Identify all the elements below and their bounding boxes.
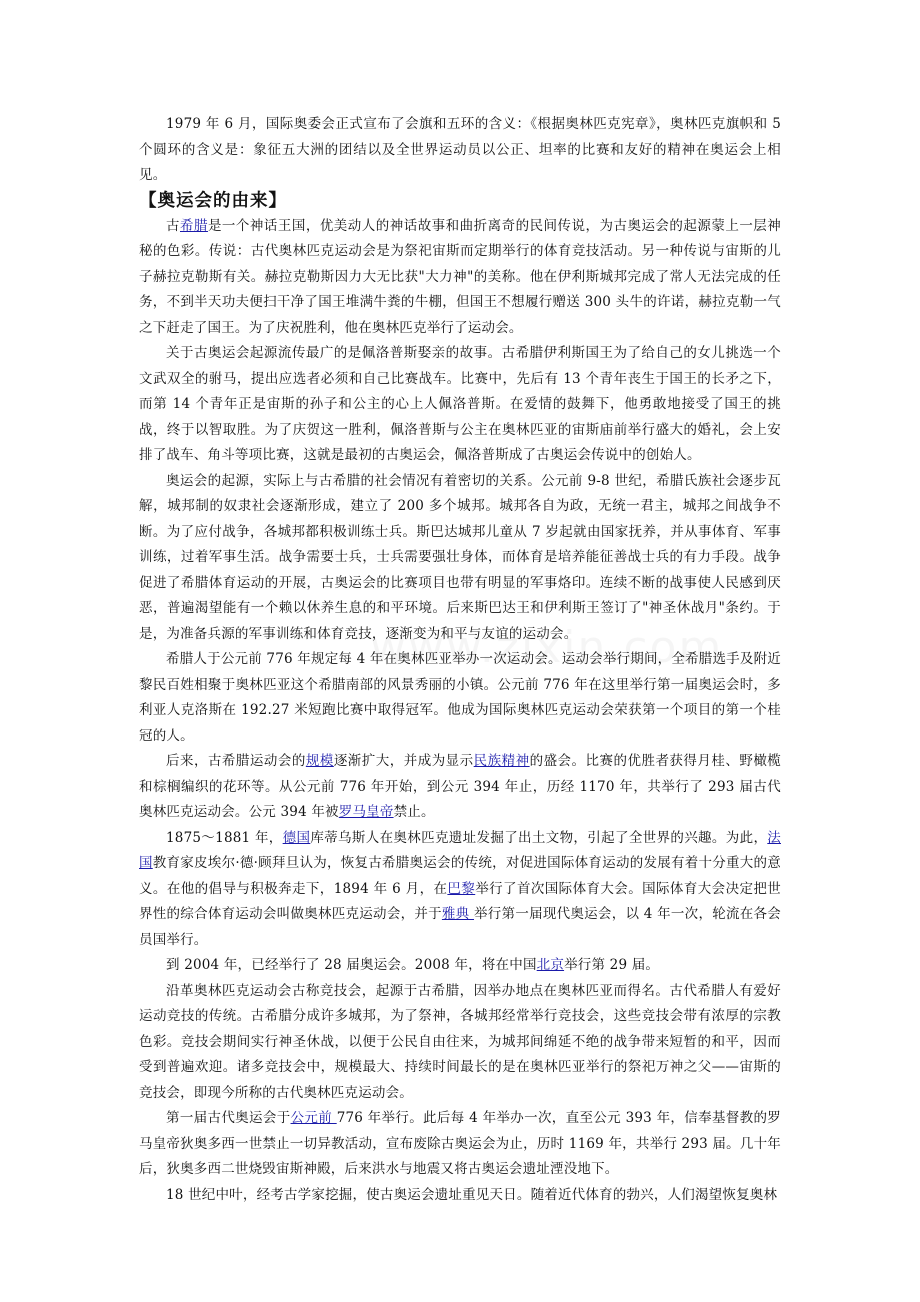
text: 后来，古希腊运动会的 bbox=[166, 753, 306, 769]
link-scale[interactable]: 规模 bbox=[305, 753, 334, 769]
link-france[interactable]: 法国 bbox=[139, 829, 781, 871]
link-beijing[interactable]: 北京 bbox=[536, 957, 565, 973]
text: 的盛会。比赛的优胜者获得月桂、野橄榄和棕榈编织的花环等。从公元前 776 年开始，到公元 394 年止，历经 1170 年，共举行了 293 届古代奥林匹克运动会。公元 394 年被 bbox=[139, 753, 782, 820]
paragraph-7 bbox=[139, 953, 781, 979]
intro-paragraph: 1979 年 6 月，国际奥委会正式宣布了会旗和五环的含义：《根据奥林匹克宪章》，奥林匹克旗帜和 5 个圆环的含义是：象征五大洲的团结以及全世界运动员以公正、坦率的比赛和友好的精神在奥运会上相见。 bbox=[139, 116, 781, 183]
text: 举行第 29 届。 bbox=[564, 957, 660, 973]
paragraph-6 bbox=[139, 826, 781, 954]
section-heading: 【奥运会的由来】 bbox=[139, 190, 287, 211]
text: 禁止。 bbox=[393, 804, 435, 820]
link-germany[interactable]: 德国 bbox=[282, 829, 311, 846]
link-greece[interactable]: 希腊 bbox=[179, 217, 208, 234]
text: 1875～1881 年， bbox=[166, 829, 283, 846]
paragraph-1 bbox=[139, 214, 781, 342]
text: 古 bbox=[166, 217, 180, 234]
text: 举行第一届现代奥运会，以 4 年一次，轮流在各会员国举行。 bbox=[139, 906, 781, 948]
link-athens[interactable]: 雅典 bbox=[441, 906, 475, 922]
paragraph-8: 沿革奥林匹克运动会古称竞技会，起源于古希腊，因举办地点在奥林匹亚而得名。古代希腊人有爱好运动竞技的传统。古希腊分成许多城邦，为了祭神，各城邦经常举行竞技会，这些竞技会带有浓厚的宗教色彩。竞技会期间实行神圣休战，以便于公民自由往来，为城邦间绵延不绝的战争带来短暂的和平，因而受到普遍欢迎。诸多竞技会中，规模最大、持续时间最长的是在奥林匹亚举行的祭祀万神之父——宙斯的竞技会，即现今所称的古代奥林匹克运动会。 bbox=[139, 982, 781, 1101]
text: 第一届古代奥运会于 bbox=[166, 1110, 291, 1126]
text: 逐渐扩大，并成为显示 bbox=[333, 753, 474, 769]
paragraph-5 bbox=[139, 749, 781, 826]
text: 库蒂乌斯人在奥林匹克遗址发掘了出土文物，引起了全世界的兴趣。为此， bbox=[310, 829, 768, 846]
link-roman-emperor[interactable]: 罗马皇帝 bbox=[338, 804, 394, 820]
text: 教育家皮埃尔·德·顾拜旦认为，恢复古希腊奥运会的传统，对促进国际体育运动的发展有着十分重大的意义。在他的倡导与积极奔走下，1894 年 6 月，在 bbox=[139, 855, 781, 897]
text: 776 年举行。此后每 4 年举办一次，直至公元 393 年，信奉基督教的罗马皇帝狄奥多西一世禁止一切异教活动，宣布废除古奥运会为止，历时 1169 年，共举行 293 届。几十年后，狄奥多西二世烧毁宙斯神殿，后来洪水与地震又将古奥运会遗址湮没地下。 bbox=[139, 1110, 781, 1177]
text: 到 2004 年，已经举行了 28 届奥运会。2008 年，将在中国 bbox=[166, 957, 537, 973]
document-body bbox=[139, 112, 781, 1208]
text: 是一个神话王国，优美动人的神话故事和曲折离奇的民间传说，为古奥运会的起源蒙上一层神秘的色彩。传说：古代奥林匹克运动会是为祭祀宙斯而定期举行的体育竞技活动。另一种传说与宙斯的儿子赫拉克勒斯有关。赫拉克勒斯因力大无比获"大力神"的美称。他在伊利斯城邦完成了常人无法完成的任务，不到半天功夫便扫干净了国王堆满牛粪的牛棚，但国王不想履行赠送 300 头牛的许诺，赫拉克勒一气之下赶走了国王。为了庆祝胜利，他在奥林匹克举行了运动会。 bbox=[139, 217, 781, 336]
link-national-spirit[interactable]: 民族精神 bbox=[473, 753, 530, 769]
link-paris[interactable]: 巴黎 bbox=[447, 880, 476, 897]
text: 举行了首次国际体育大会。国际体育大会决定把世界性的综合体育运动会叫做奥林匹克运动会，并于 bbox=[139, 880, 781, 922]
paragraph-9 bbox=[139, 1106, 781, 1183]
paragraph-2: 关于古奥运会起源流传最广的是佩洛普斯娶亲的故事。古希腊伊利斯国王为了给自己的女儿挑选一个文武双全的驸马，提出应选者必须和自己比赛战车。比赛中，先后有 13 个青年丧生于国王的长矛之下，而第 14 个青年正是宙斯的孙子和公主的心上人佩洛普斯。在爱情的鼓舞下，他勇敢地接受了国王的挑战，终于以智取胜。为了庆贺这一胜利，佩洛普斯与公主在奥林匹亚的宙斯庙前举行盛大的婚礼，会上安排了战车、角斗等项比赛，这就是最初的古奥运会，佩洛普斯成了古奥运会传说中的创始人。 bbox=[139, 345, 781, 463]
paragraph-4: 希腊人于公元前 776 年规定每 4 年在奥林匹亚举办一次运动会。运动会举行期间，全希腊选手及附近黎民百姓相聚于奥林匹亚这个希腊南部的风景秀丽的小镇。公元前 776 年在这里举行第一届奥运会时，多利亚人克洛斯在 192.27 米短跑比赛中取得冠军。他成为国际奥林匹克运动会荣获第一个项目的第一个桂冠的人。 bbox=[139, 651, 781, 744]
link-bc[interactable]: 公元前 bbox=[290, 1110, 337, 1126]
paragraph-10: 18 世纪中叶，经考古学家挖掘，使古奥运会遗址重见天日。随着近代体育的勃兴，人们渴望恢复奥林 bbox=[166, 1186, 778, 1203]
paragraph-3: 奥运会的起源，实际上与古希腊的社会情况有着密切的关系。公元前 9-8 世纪，希腊氏族社会逐步瓦解，城邦制的奴隶社会逐渐形成，建立了 200 多个城邦。城邦各自为政，无统一君主，城邦之间战争不断。为了应付战争，各城邦都积极训练士兵。斯巴达城邦儿童从 7 岁起就由国家抚养，并从事体育、军事训练，过着军事生活。战争需要士兵，士兵需要强壮身体，而体育是培养能征善战士兵的有力手段。战争促进了希腊体育运动的开展，古奥运会的比赛项目也带有明显的军事烙印。连续不断的战事使人民感到厌恶，普遍渴望能有一个赖以休养生息的和平环境。后来斯巴达王和伊利斯王签订了"神圣休战月"条约。于是，为准备兵源的军事训练和体育竞技，逐渐变为和平与友谊的运动会。 bbox=[139, 472, 781, 642]
